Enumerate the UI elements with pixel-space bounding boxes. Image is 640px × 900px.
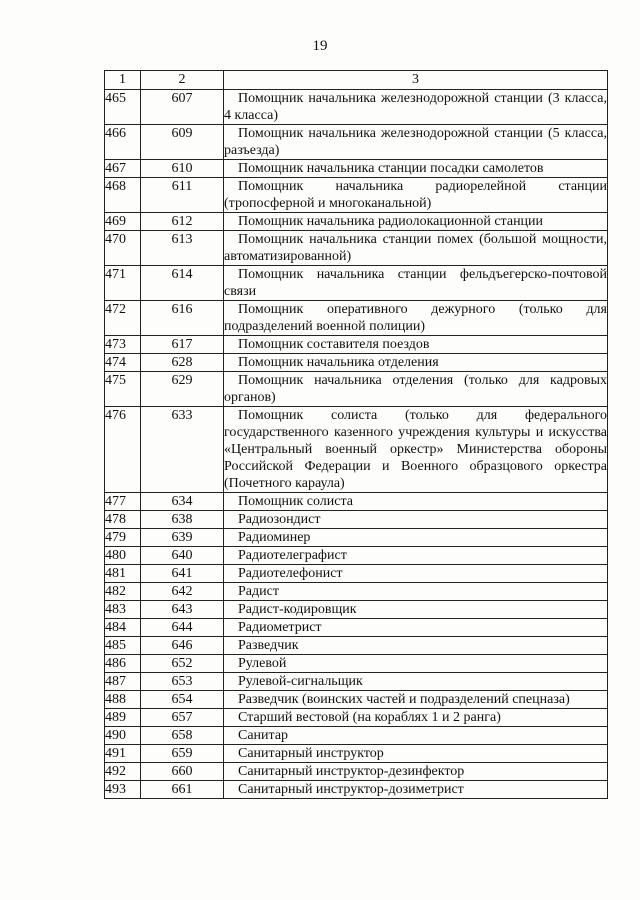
table-row (105, 673, 608, 691)
table-row (105, 125, 608, 160)
table-row (105, 763, 608, 781)
position-title-cell (224, 619, 608, 637)
position-code: 610 (141, 160, 224, 178)
position-title: Рулевой (238, 656, 287, 671)
table-row (105, 583, 608, 601)
position-title-cell (224, 763, 608, 781)
position-code: 614 (141, 266, 224, 301)
row-number: 493 (105, 781, 141, 799)
table-row (105, 655, 608, 673)
position-title-cell (224, 511, 608, 529)
position-title: Помощник начальника станции фельдъегерско-почтовой связи (224, 267, 607, 299)
row-number: 470 (105, 231, 141, 266)
table-row (105, 565, 608, 583)
row-number: 492 (105, 763, 141, 781)
row-number: 489 (105, 709, 141, 727)
table-header-row (105, 71, 608, 90)
position-title-cell (224, 178, 608, 213)
table-row (105, 407, 608, 493)
row-number: 477 (105, 493, 141, 511)
position-title-cell (224, 547, 608, 565)
position-title: Помощник начальника станции помех (большой мощности, автоматизированной) (224, 232, 607, 264)
position-title: Старший вестовой (на кораблях 1 и 2 ранга) (238, 710, 501, 725)
position-code: 628 (141, 354, 224, 372)
row-number: 487 (105, 673, 141, 691)
position-title-cell (224, 673, 608, 691)
table-row (105, 691, 608, 709)
position-title-cell (224, 637, 608, 655)
position-code: 640 (141, 547, 224, 565)
position-code: 641 (141, 565, 224, 583)
table-body (105, 90, 608, 799)
row-number: 475 (105, 372, 141, 407)
position-title-cell (224, 601, 608, 619)
position-title-cell (224, 90, 608, 125)
table-row (105, 354, 608, 372)
position-title-cell (224, 493, 608, 511)
position-title-cell (224, 213, 608, 231)
position-title: Помощник составителя поездов (238, 337, 430, 352)
position-code: 654 (141, 691, 224, 709)
position-code: 633 (141, 407, 224, 493)
position-title-cell (224, 691, 608, 709)
position-title-cell (224, 727, 608, 745)
position-title: Помощник солиста (только для федерального государственного казенного учреждения культуры и искусства «Центральный военный оркестр» Министерства обороны Российской Федерации и Военного образцового оркестра (Почетного караула) (224, 408, 607, 491)
row-number: 468 (105, 178, 141, 213)
position-title: Помощник оперативного дежурного (только для подразделений военной полиции) (224, 302, 607, 334)
row-number: 465 (105, 90, 141, 125)
row-number: 472 (105, 301, 141, 336)
position-title: Радиоминер (238, 530, 311, 545)
position-title-cell (224, 655, 608, 673)
position-title: Санитар (238, 728, 289, 743)
position-code: 613 (141, 231, 224, 266)
table-row (105, 178, 608, 213)
position-title: Радиотелеграфист (238, 548, 347, 563)
column-header-2: 2 (141, 71, 224, 90)
row-number: 484 (105, 619, 141, 637)
position-code: 612 (141, 213, 224, 231)
position-title: Помощник начальника радиолокационной станции (238, 214, 544, 229)
position-code: 659 (141, 745, 224, 763)
position-code: 611 (141, 178, 224, 213)
table-row (105, 511, 608, 529)
position-code: 646 (141, 637, 224, 655)
position-title: Радиозондист (238, 512, 321, 527)
position-code: 661 (141, 781, 224, 799)
table-row (105, 301, 608, 336)
row-number: 466 (105, 125, 141, 160)
position-title-cell (224, 160, 608, 178)
position-title-cell (224, 231, 608, 266)
position-title-cell (224, 407, 608, 493)
table-row (105, 727, 608, 745)
position-code: 629 (141, 372, 224, 407)
position-title-cell (224, 372, 608, 407)
table-row (105, 493, 608, 511)
position-title: Разведчик (воинских частей и подразделений спецназа) (238, 692, 570, 707)
table-row (105, 547, 608, 565)
column-header-1: 1 (105, 71, 141, 90)
table-row (105, 637, 608, 655)
row-number: 483 (105, 601, 141, 619)
position-title-cell (224, 266, 608, 301)
position-title-cell (224, 565, 608, 583)
table-row (105, 336, 608, 354)
position-code: 644 (141, 619, 224, 637)
table-row (105, 213, 608, 231)
table-row (105, 709, 608, 727)
position-title: Радист-кодировщик (238, 602, 357, 617)
row-number: 480 (105, 547, 141, 565)
position-title: Разведчик (238, 638, 299, 653)
row-number: 473 (105, 336, 141, 354)
position-title: Помощник начальника железнодорожной станции (5 класса, разъезда) (224, 126, 607, 158)
position-title: Помощник начальника радиорелейной станции (тропосферной и многоканальной) (224, 179, 607, 211)
position-title: Санитарный инструктор-дозиметрист (238, 782, 464, 797)
position-code: 639 (141, 529, 224, 547)
position-title: Помощник начальника отделения (только для кадровых органов) (224, 373, 607, 405)
position-code: 653 (141, 673, 224, 691)
position-title-cell (224, 781, 608, 799)
column-header-3: 3 (224, 71, 608, 90)
page-number: 19 (312, 38, 328, 54)
position-title-cell (224, 529, 608, 547)
table-row (105, 745, 608, 763)
position-title: Помощник начальника отделения (238, 355, 439, 370)
position-code: 657 (141, 709, 224, 727)
position-title: Помощник начальника станции посадки самолетов (238, 161, 544, 176)
table-row (105, 601, 608, 619)
position-code: 617 (141, 336, 224, 354)
position-code: 634 (141, 493, 224, 511)
position-code: 658 (141, 727, 224, 745)
position-title: Помощник солиста (238, 494, 353, 509)
row-number: 469 (105, 213, 141, 231)
position-title-cell (224, 745, 608, 763)
row-number: 488 (105, 691, 141, 709)
position-title: Санитарный инструктор (238, 746, 384, 761)
position-title: Рулевой-сигнальщик (238, 674, 363, 689)
row-number: 481 (105, 565, 141, 583)
position-code: 638 (141, 511, 224, 529)
position-code: 609 (141, 125, 224, 160)
position-title-cell (224, 336, 608, 354)
position-title: Радист (238, 584, 279, 599)
row-number: 478 (105, 511, 141, 529)
table-row (105, 266, 608, 301)
position-title-cell (224, 583, 608, 601)
position-title-cell (224, 709, 608, 727)
position-code: 643 (141, 601, 224, 619)
position-title-cell (224, 354, 608, 372)
position-title: Помощник начальника железнодорожной станции (3 класса, 4 класса) (224, 91, 607, 123)
position-code: 642 (141, 583, 224, 601)
table-row (105, 372, 608, 407)
row-number: 485 (105, 637, 141, 655)
row-number: 467 (105, 160, 141, 178)
position-title: Радиотелефонист (238, 566, 343, 581)
table-row (105, 90, 608, 125)
row-number: 491 (105, 745, 141, 763)
row-number: 482 (105, 583, 141, 601)
table-row (105, 160, 608, 178)
row-number: 479 (105, 529, 141, 547)
table-row (105, 529, 608, 547)
row-number: 476 (105, 407, 141, 493)
table-row (105, 619, 608, 637)
position-code: 616 (141, 301, 224, 336)
row-number: 474 (105, 354, 141, 372)
position-title-cell (224, 301, 608, 336)
table-row (105, 231, 608, 266)
position-code: 652 (141, 655, 224, 673)
position-title: Радиометрист (238, 620, 322, 635)
row-number: 471 (105, 266, 141, 301)
position-code: 660 (141, 763, 224, 781)
position-code: 607 (141, 90, 224, 125)
table-row (105, 781, 608, 799)
row-number: 490 (105, 727, 141, 745)
row-number: 486 (105, 655, 141, 673)
position-title: Санитарный инструктор-дезинфектор (238, 764, 465, 779)
positions-table (104, 70, 608, 799)
position-title-cell (224, 125, 608, 160)
